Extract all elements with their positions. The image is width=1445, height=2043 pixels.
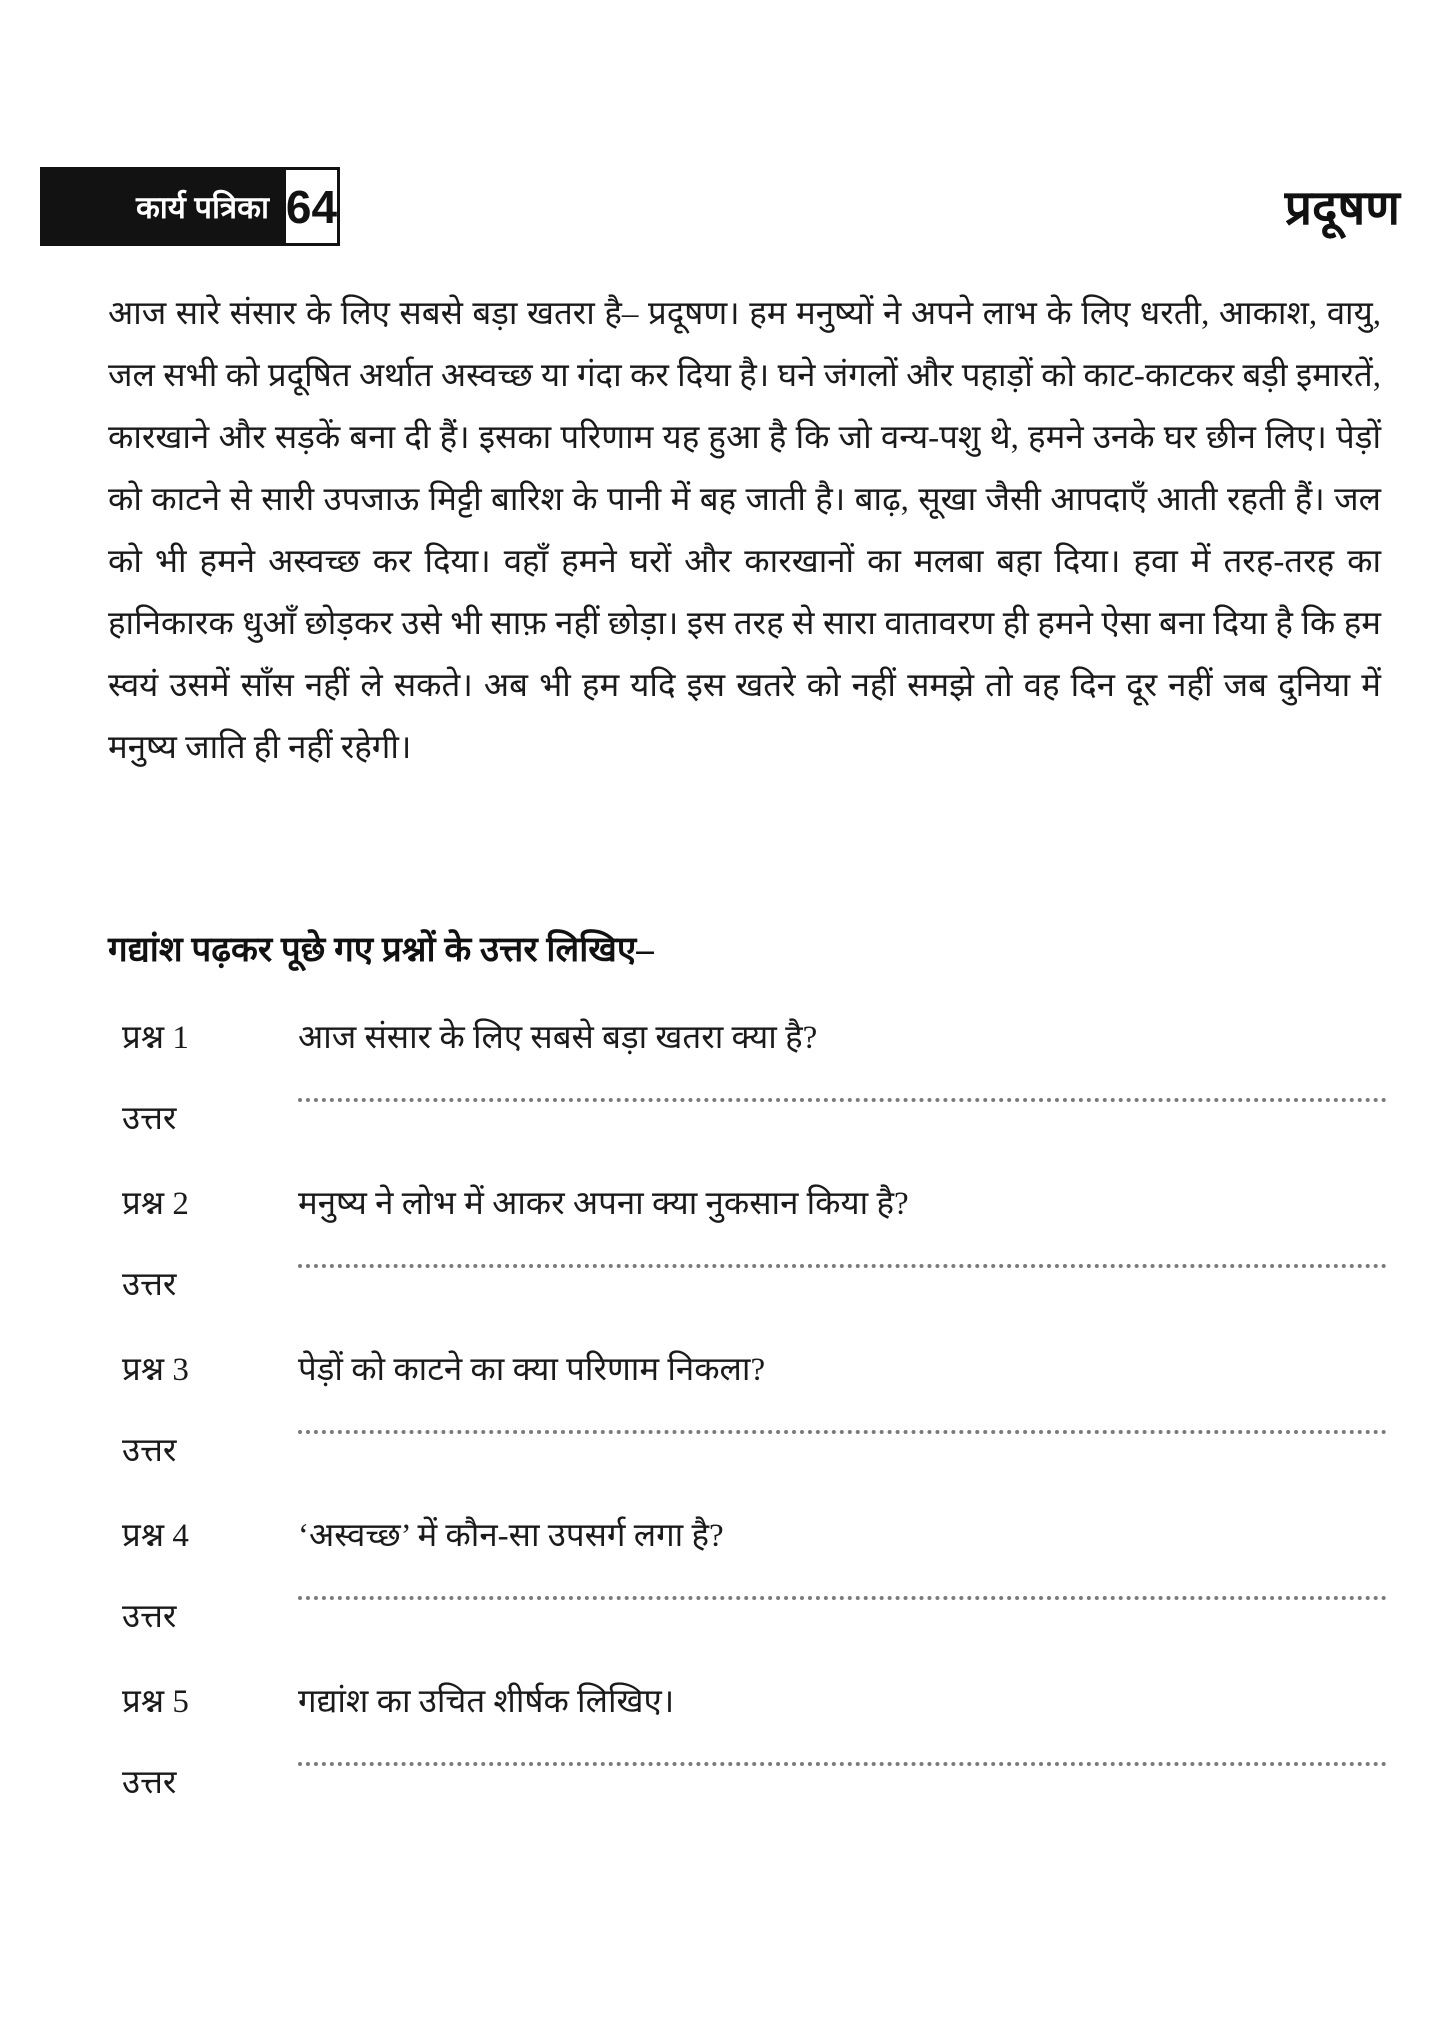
question-text: आज संसार के लिए सबसे बड़ा खतरा क्या है? [298,1020,818,1056]
answer-blank-line [298,1430,1387,1434]
answer-blank-line [298,1596,1387,1600]
question-label: प्रश्न 4 [122,1518,189,1554]
question-item-2 [122,1180,1387,1346]
answer-blank-line [298,1098,1387,1102]
question-label: प्रश्न 1 [122,1020,189,1056]
question-list [122,1014,1387,1844]
answer-label: उत्तर [122,1765,177,1801]
worksheet-badge [40,167,340,246]
answer-blank-line [298,1762,1387,1766]
question-label: प्रश्न 5 [122,1684,189,1720]
worksheet-label: कार्य पत्रिका [135,189,269,225]
answer-label: उत्तर [122,1599,177,1635]
worksheet-number-box: 64 [283,167,340,246]
question-label: प्रश्न 2 [122,1186,189,1222]
question-item-1 [122,1014,1387,1180]
question-text: ‘अस्वच्छ’ में कौन-सा उपसर्ग लगा है? [298,1518,724,1554]
passage-paragraph: आज सारे संसार के लिए सबसे बड़ा खतरा है– प्रदूषण। हम मनुष्यों ने अपने लाभ के लिए धरती, आकाश, वायु, जल सभी को प्रदूषित अर्थात अस्वच्छ या गंदा कर दिया है। घने जंगलों और पहाड़ों को काट-काटकर बड़ी इमारतें, कारखाने और सड़कें बना दी हैं। इसका परिणाम यह हुआ है कि जो वन्य-पशु थे, हमने उनके घर छीन लिए। पेड़ों को काटने से सारी उपजाऊ मिट्टी बारिश के पानी में बह जाती है। बाढ़, सूखा जैसी आपदाएँ आती रहती हैं। जल को भी हमने अस्वच्छ कर दिया। वहाँ हमने घरों और कारखानों का मलबा बहा दिया। हवा में तरह-तरह का हानिकारक धुआँ छोड़कर उसे भी साफ़ नहीं छोड़ा। इस तरह से सारा वातावरण ही हमने ऐसा बना दिया है कि हम स्वयं उसमें साँस नहीं ले सकते। अब भी हम यदि इस खतरे को नहीं समझे तो वह दिन दूर नहीं जब दुनिया में मनुष्य जाति ही नहीं रहेगी। [108,296,1381,766]
answer-label: उत्तर [122,1101,177,1137]
question-item-3 [122,1346,1387,1512]
answer-label: उत्तर [122,1267,177,1303]
question-text: गद्यांश का उचित शीर्षक लिखिए। [298,1684,675,1720]
question-item-4 [122,1512,1387,1678]
question-item-5 [122,1678,1387,1844]
instruction-heading: गद्यांश पढ़कर पूछे गए प्रश्नों के उत्तर लिखिए– [108,930,654,969]
question-text: पेड़ों को काटने का क्या परिणाम निकला? [298,1352,766,1388]
answer-blank-line [298,1264,1387,1268]
chapter-title: प्रदूषण [1284,182,1400,235]
question-label: प्रश्न 3 [122,1352,189,1388]
answer-label: उत्तर [122,1433,177,1469]
question-text: मनुष्य ने लोभ में आकर अपना क्या नुकसान किया है? [298,1186,909,1222]
